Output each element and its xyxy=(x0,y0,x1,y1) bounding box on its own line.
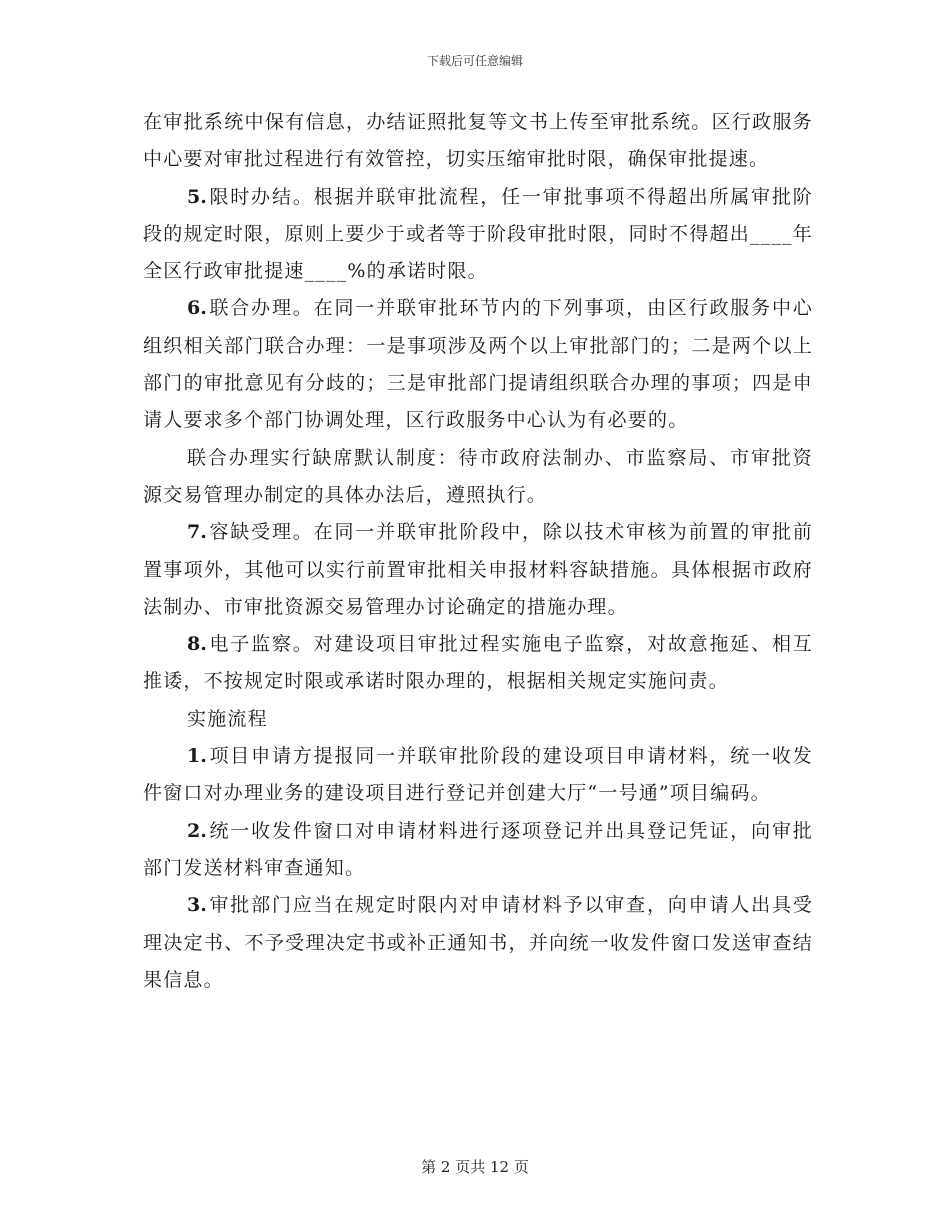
page-footer: 第 2 页共 12 页 xyxy=(421,1158,529,1176)
paragraph-text: 容缺受理。在同一并联审批阶段中，除以技术审核为前置的审批前置事项外，其他可以实行前置审批相关申报材料容缺措施。具体根据市政府法制办、市审批资源交易管理办讨论确定的措施办理。 xyxy=(143,521,813,618)
item-number: 6. xyxy=(187,297,207,320)
item-number: 5. xyxy=(187,185,207,208)
paragraph xyxy=(143,440,813,515)
page-header: 下载后可任意编辑 xyxy=(426,54,523,68)
paragraph xyxy=(143,738,813,813)
item-number: 7. xyxy=(187,521,207,544)
paragraph xyxy=(143,179,813,291)
paragraph-text: 项目申请方提报同一并联审批阶段的建设项目申请材料，统一收发件窗口对办理业务的建设项目进行登记并创建大厅“一号通”项目编码。 xyxy=(143,745,813,805)
paragraph xyxy=(143,514,813,626)
paragraph-text: 联合办理。在同一并联审批环节内的下列事项，由区行政服务中心组织相关部门联合办理：一是事项涉及两个以上审批部门的；二是两个以上部门的审批意见有分歧的；三是审批部门提请组织联合办理的事项；四是申请人要求多个部门协调处理，区行政服务中心认为有必要的。 xyxy=(143,297,813,432)
paragraph-text: 限时办结。根据并联审批流程，任一审批事项不得超出所属审批阶段的规定时限，原则上要少于或者等于阶段审批时限，同时不得超出____年全区行政审批提速____%的承诺时限。 xyxy=(143,185,813,283)
item-number: 1. xyxy=(187,745,207,768)
paragraph-text: 实施流程 xyxy=(187,707,268,730)
paragraph xyxy=(143,813,813,888)
paragraph xyxy=(143,887,813,999)
paragraph xyxy=(143,626,813,701)
paragraph-text: 在审批系统中保有信息，办结证照批复等文书上传至审批系统。区行政服务中心要对审批过程进行有效管控，切实压缩审批时限，确保审批提速。 xyxy=(143,111,813,171)
section-heading xyxy=(143,701,813,738)
paragraph-text: 联合办理实行缺席默认制度：待市政府法制办、市监察局、市审批资源交易管理办制定的具体办法后，遵照执行。 xyxy=(143,446,813,506)
document-body xyxy=(143,104,813,999)
paragraph-text: 电子监察。对建设项目审批过程实施电子监察，对故意拖延、相互推诿，不按规定时限或承诺时限办理的，根据相关规定实施问责。 xyxy=(143,633,813,693)
paragraph xyxy=(143,290,813,439)
paragraph-text: 统一收发件窗口对申请材料进行逐项登记并出具登记凭证，向审批部门发送材料审查通知。 xyxy=(143,819,813,879)
paragraph xyxy=(143,104,813,179)
item-number: 2. xyxy=(187,819,207,842)
item-number: 3. xyxy=(187,894,207,917)
paragraph-text: 审批部门应当在规定时限内对申请材料予以审查，向申请人出具受理决定书、不予受理决定书或补正通知书，并向统一收发件窗口发送审查结果信息。 xyxy=(143,894,813,991)
item-number: 8. xyxy=(187,633,207,656)
